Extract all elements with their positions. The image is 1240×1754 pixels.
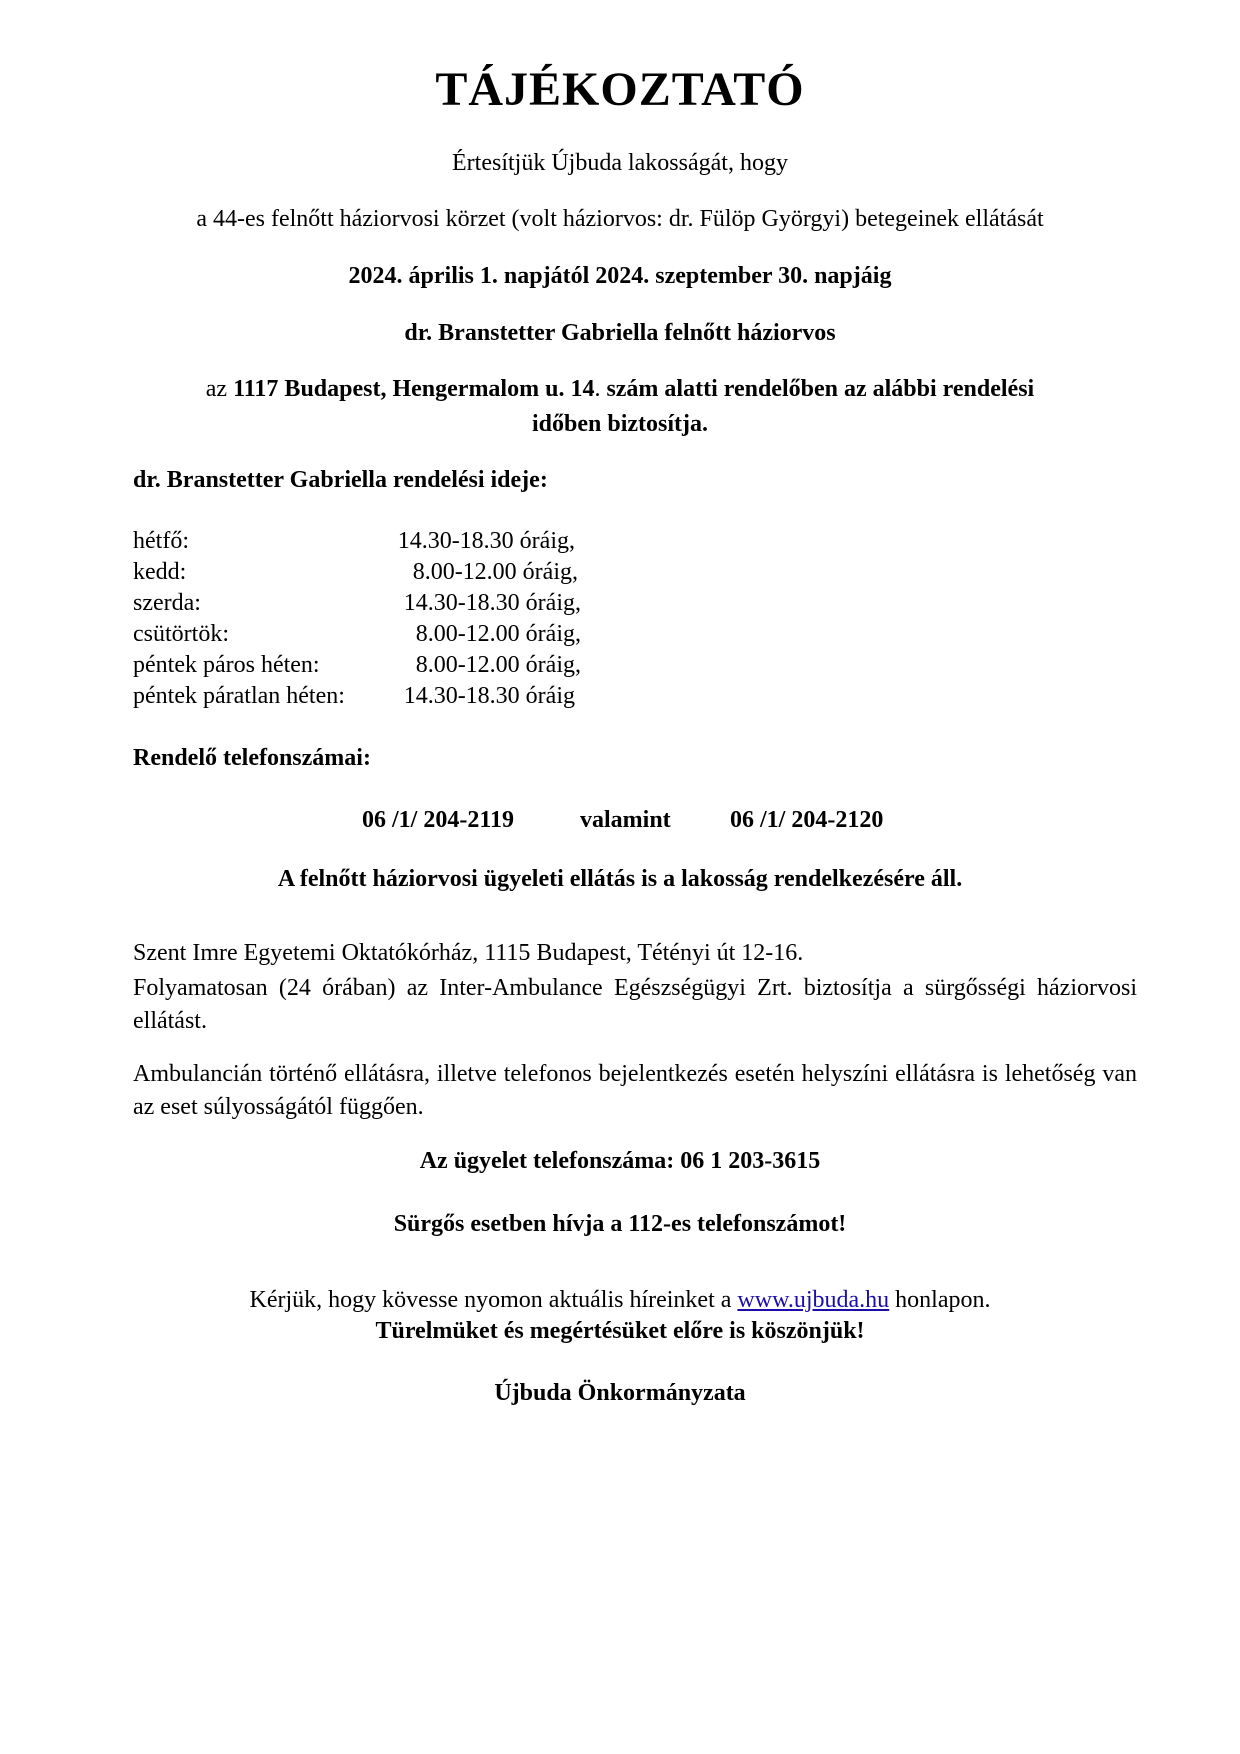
continuous-care-text: Folyamatosan (24 órában) az Inter-Ambulance Egészségügyi Zrt. biztosítja a sürgősségi háziorvosi ellátást. xyxy=(133,975,1137,1034)
address-rest: szám alatti rendelőben az alábbi rendelési xyxy=(606,376,1035,402)
schedule-time: 8.00-12.00 óráig, xyxy=(412,559,578,585)
duty-phone: Az ügyelet telefonszáma: 06 1 203-3615 xyxy=(419,1148,821,1174)
ambulance-text: Ambulancián történő ellátásra, illetve telefonos bejelentkezés esetén helyszíni ellátásra is lehetőség van az eset súlyosságától függően. xyxy=(133,1061,1137,1120)
service-period: 2024. április 1. napjától 2024. szeptember 30. napjáig xyxy=(348,263,892,289)
duty-statement: A felnőtt háziorvosi ügyeleti ellátás is a lakosság rendelkezésére áll. xyxy=(277,866,963,892)
schedule-day: péntek páros héten: xyxy=(133,652,320,678)
schedule-day: csütörtök: xyxy=(133,621,229,647)
schedule-time: 14.30-18.30 óráig, xyxy=(397,528,575,554)
schedule-day: szerda: xyxy=(133,590,201,616)
office-phone-1: 06 /1/ 204-2119 xyxy=(362,807,515,833)
schedule-day: hétfő: xyxy=(133,528,189,554)
emergency-notice: Sürgős esetben hívja a 112-es telefonszámot! xyxy=(393,1211,847,1237)
follow-text-before: Kérjük, hogy kövesse nyomon aktuális híreinket a xyxy=(249,1287,738,1313)
address-line-1 xyxy=(0,374,1240,404)
page-title: TÁJÉKOZTATÓ xyxy=(435,63,805,116)
schedule-time: 8.00-12.00 óráig, xyxy=(415,621,581,647)
schedule-heading: dr. Branstetter Gabriella rendelési ideje: xyxy=(133,467,548,493)
hospital-line: Szent Imre Egyetemi Oktatókórház, 1115 Budapest, Tétényi út 12-16. xyxy=(133,940,804,966)
phones-connector: valamint xyxy=(580,807,671,833)
schedule-day: kedd: xyxy=(133,559,187,585)
signature: Újbuda Önkormányzata xyxy=(494,1380,746,1406)
address-prefix: az xyxy=(205,376,234,402)
follow-news-line xyxy=(0,1285,1240,1315)
ujbuda-website-link[interactable]: www.ujbuda.hu xyxy=(737,1287,890,1313)
follow-text-after: honlapon. xyxy=(889,1287,991,1313)
office-phone-2: 06 /1/ 204-2120 xyxy=(730,807,884,833)
phones-heading: Rendelő telefonszámai: xyxy=(133,745,371,771)
schedule-day: péntek páratlan héten: xyxy=(133,683,345,709)
doctor-name: dr. Branstetter Gabriella felnőtt háziorvos xyxy=(404,320,836,346)
address-line-2: időben biztosítja. xyxy=(531,411,708,437)
address-bold: 1117 Budapest, Hengermalom u. 14 xyxy=(233,376,595,402)
intro-line-2: a 44-es felnőtt háziorvosi körzet (volt háziorvos: dr. Fülöp Györgyi) betegeinek ellátását xyxy=(196,206,1044,232)
address-dot: . xyxy=(594,376,607,402)
schedule-time: 14.30-18.30 óráig, xyxy=(403,590,581,616)
schedule-time: 8.00-12.00 óráig, xyxy=(415,652,581,678)
thanks-line: Türelmüket és megértésüket előre is köszönjük! xyxy=(375,1318,865,1344)
intro-line-1: Értesítjük Újbuda lakosságát, hogy xyxy=(452,150,788,176)
schedule-time: 14.30-18.30 óráig xyxy=(403,683,575,709)
